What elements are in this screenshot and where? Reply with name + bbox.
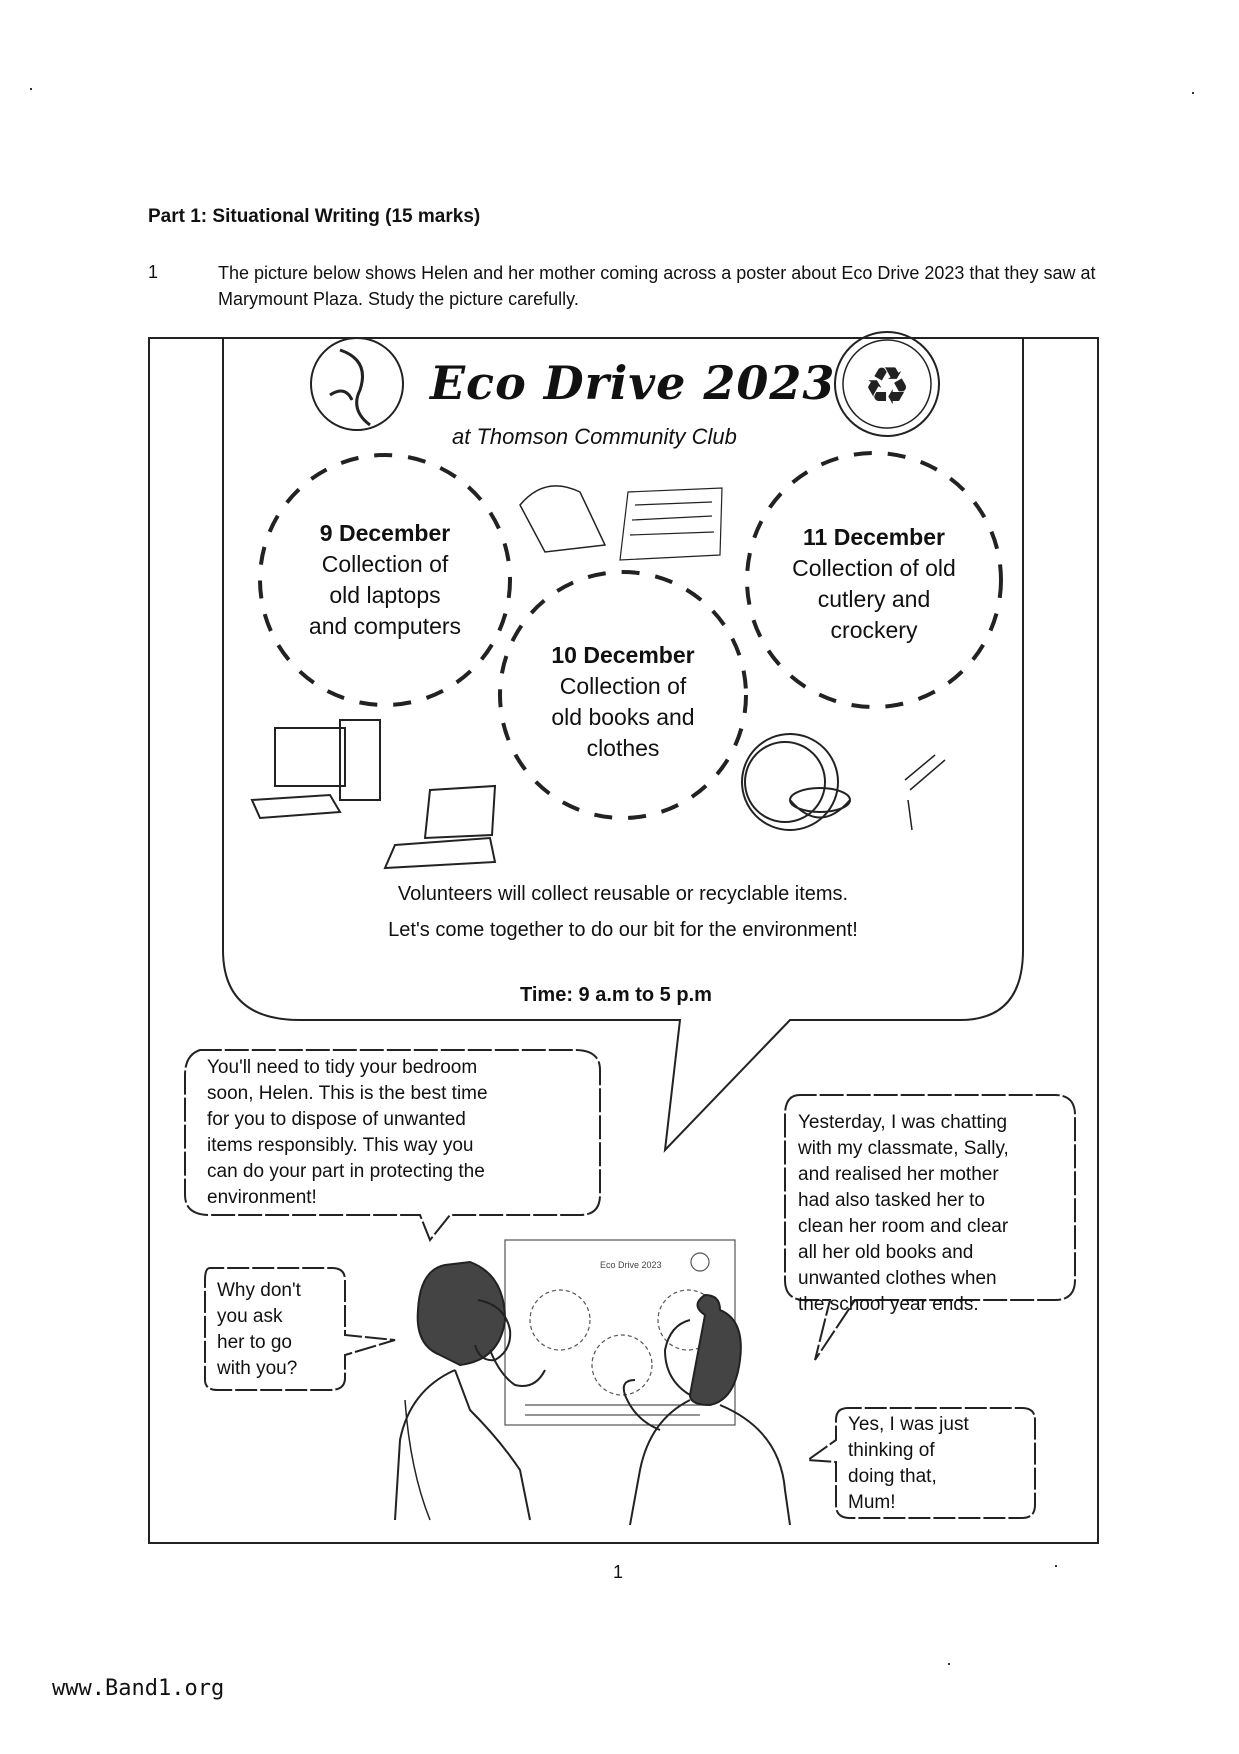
speech-line: had also tasked her to	[798, 1190, 985, 1211]
speech-line: clean her room and clear	[798, 1216, 1009, 1237]
poster-title: Eco Drive 2023	[430, 356, 836, 410]
event-10-december	[513, 640, 733, 764]
speech-line: with you?	[217, 1358, 298, 1379]
event-line: crockery	[830, 617, 918, 643]
speech-line: Yesterday, I was chatting	[798, 1112, 1008, 1133]
poster-pointer	[660, 1050, 740, 1150]
page-number: 1	[613, 1562, 624, 1582]
speech-line: her to go	[217, 1332, 292, 1353]
globe-icon	[311, 338, 403, 430]
event-date: 10 December	[551, 642, 695, 668]
scan-speck	[1192, 92, 1194, 94]
question-text: The picture below shows Helen and her mother coming across a poster about Eco Drive 2023 that they saw at Marymount Plaza. Study the picture carefully.	[218, 263, 1096, 309]
speech-line: all her old books and	[798, 1242, 974, 1263]
mother-speech-2	[217, 1278, 347, 1382]
helen-figure	[624, 1295, 790, 1525]
speech-line: items responsibly. This way you	[207, 1135, 474, 1156]
computer-sketch	[252, 720, 380, 818]
speech-line: the school year ends.	[798, 1294, 979, 1315]
speech-line: with my classmate, Sally,	[798, 1138, 1009, 1159]
books-sketch	[620, 488, 722, 560]
crockery-sketch	[742, 734, 850, 830]
scan-speck	[1055, 1565, 1057, 1567]
speech-line: environment!	[207, 1187, 317, 1208]
event-line: old laptops	[329, 582, 441, 608]
helen-speech-2	[848, 1412, 1033, 1516]
event-line: cutlery and	[817, 586, 931, 612]
speech-line: and realised her mother	[798, 1164, 999, 1185]
mother-figure	[395, 1262, 545, 1520]
cutlery-sketch	[905, 755, 945, 830]
event-date: 11 December	[803, 524, 945, 550]
speech-line: you ask	[217, 1306, 283, 1327]
event-line: and computers	[308, 613, 462, 639]
poster-line-2: Let's come together to do our bit for the environment!	[388, 919, 858, 941]
speech-line: thinking of	[848, 1440, 935, 1461]
speech-line: soon, Helen. This is the best time	[207, 1083, 488, 1104]
footer-url: www.Band1.org	[52, 1676, 225, 1701]
event-line: clothes	[586, 735, 660, 761]
event-date: 9 December	[319, 520, 451, 546]
speech-line: You'll need to tidy your bedroom	[207, 1057, 478, 1078]
event-line: old books and	[551, 704, 695, 730]
speech-line: doing that,	[848, 1466, 937, 1487]
svg-text:Eco Drive 2023: Eco Drive 2023	[600, 1260, 662, 1270]
speech-line: can do your part in protecting the	[207, 1161, 485, 1182]
recycle-icon	[835, 332, 939, 436]
poster-subtitle: at Thomson Community Club	[452, 424, 737, 449]
speech-line: for you to dispose of unwanted	[207, 1109, 466, 1130]
part-title: Part 1: Situational Writing (15 marks)	[148, 206, 481, 227]
clothes-sketch	[520, 486, 605, 552]
poster-time: Time: 9 a.m to 5 p.m	[520, 984, 712, 1006]
laptop-sketch	[385, 786, 495, 868]
mother-speech-1	[207, 1055, 587, 1211]
event-line: Collection of	[559, 673, 687, 699]
speech-line: Why don't	[217, 1280, 301, 1301]
svg-text:♻: ♻	[863, 357, 911, 417]
event-9-december	[285, 518, 485, 642]
scan-speck	[30, 88, 32, 90]
speech-line: unwanted clothes when	[798, 1268, 997, 1289]
poster-line-1: Volunteers will collect reusable or recyclable items.	[397, 883, 849, 905]
event-line: Collection of	[321, 551, 449, 577]
speech-line: Yes, I was just	[848, 1414, 969, 1435]
event-line: Collection of old	[792, 555, 956, 581]
helen-speech-1	[798, 1110, 1068, 1318]
event-11-december	[764, 522, 984, 646]
question-number: 1	[148, 262, 159, 282]
speech-line: Mum!	[848, 1492, 896, 1513]
scan-speck	[948, 1663, 950, 1665]
